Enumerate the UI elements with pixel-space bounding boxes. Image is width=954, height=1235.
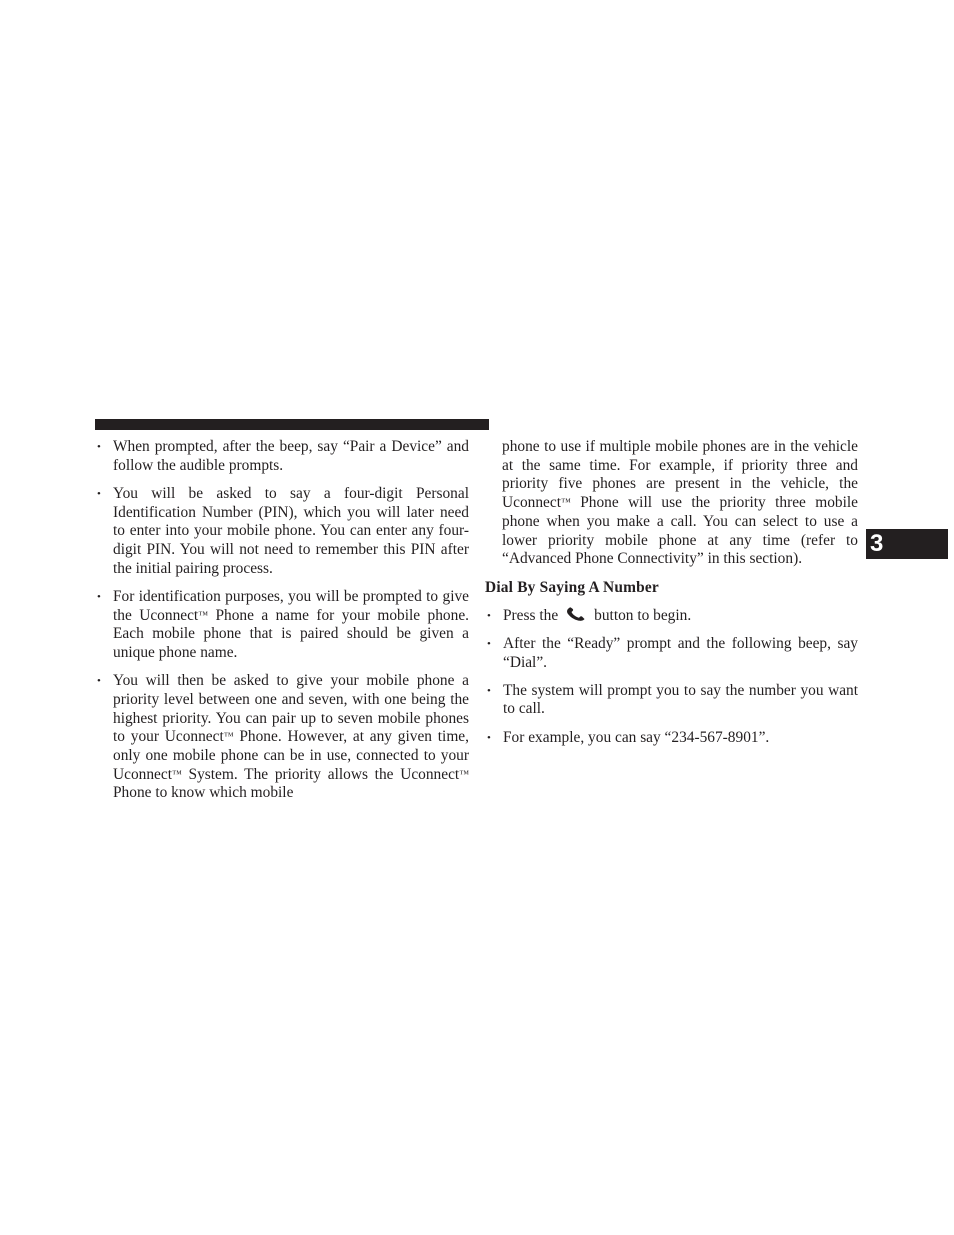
list-item [95, 672, 469, 803]
list-item [95, 438, 469, 475]
bullet-icon: • [97, 590, 101, 603]
bullet-list [485, 607, 858, 748]
trademark-symbol: ™ [171, 768, 182, 780]
continued-paragraph: phone to use if multiple mobile phones are in the vehicle at the same time. For example, if priority three and priority five phones are present in the vehicle, the Uconnect™ Phone will use the priority three mobile phone when you make a call. You can select to use a lower priority mobile phone at any time (refer to “Advanced Phone Connectivity” in this section). [502, 438, 858, 568]
section-rule [95, 419, 489, 430]
list-item [95, 588, 469, 663]
list-item-text: For example, you can say “234-567-8901”. [503, 728, 770, 746]
trademark-symbol: ™ [560, 497, 571, 509]
list-item-text: The system will prompt you to say the number you want to call. [503, 681, 858, 718]
phone-handset-icon [565, 607, 587, 622]
bullet-icon: • [487, 609, 491, 622]
trademark-symbol: ™ [223, 731, 234, 743]
list-item-text: When prompted, after the beep, say “Pair a Device” and follow the audible prompts. [113, 438, 469, 474]
bullet-icon: • [487, 684, 491, 697]
bullet-icon: • [97, 441, 101, 453]
bullet-icon: • [487, 731, 491, 744]
list-item [485, 635, 858, 672]
trademark-symbol: ™ [198, 609, 209, 621]
bullet-icon: • [97, 487, 101, 500]
list-item-text: You will then be asked to give your mobile phone a priority level between one and seven, with one being the highest priority. You can pair up to seven mobile phones to your Uconnect™ Phone. However, at any given time, only one mobile phone can be in use, connected to your Uconnect™ System. The priority allows the Uconnect™ Phone to know which mobile [113, 672, 469, 802]
section-heading: Dial By Saying A Number [485, 578, 659, 596]
bullet-list [95, 438, 469, 803]
right-column [485, 438, 858, 757]
list-item-text: For identification purposes, you will be prompted to give the Uconnect™ Phone a name for your mobile phone. Each mobile phone that is paired should be given a unique phone name. [113, 587, 469, 662]
chapter-tab: 3 [866, 529, 948, 559]
bullet-icon: • [97, 675, 101, 688]
bullet-icon: • [487, 637, 491, 650]
list-item [95, 485, 469, 579]
press-text-after: button to begin. [594, 606, 692, 624]
left-column [95, 438, 469, 813]
list-item [485, 729, 858, 748]
list-item-text: After the “Ready” prompt and the following beep, say “Dial”. [503, 634, 858, 671]
list-item [485, 607, 858, 626]
list-item [485, 682, 858, 719]
press-text-before: Press the [503, 606, 559, 624]
list-item-text: You will be asked to say a four-digit Personal Identification Number (PIN), which you will later need to enter into your mobile phone. You can enter any four-digit PIN. You will not need to remember this PIN after the initial pairing process. [113, 484, 469, 577]
trademark-symbol: ™ [459, 768, 469, 780]
